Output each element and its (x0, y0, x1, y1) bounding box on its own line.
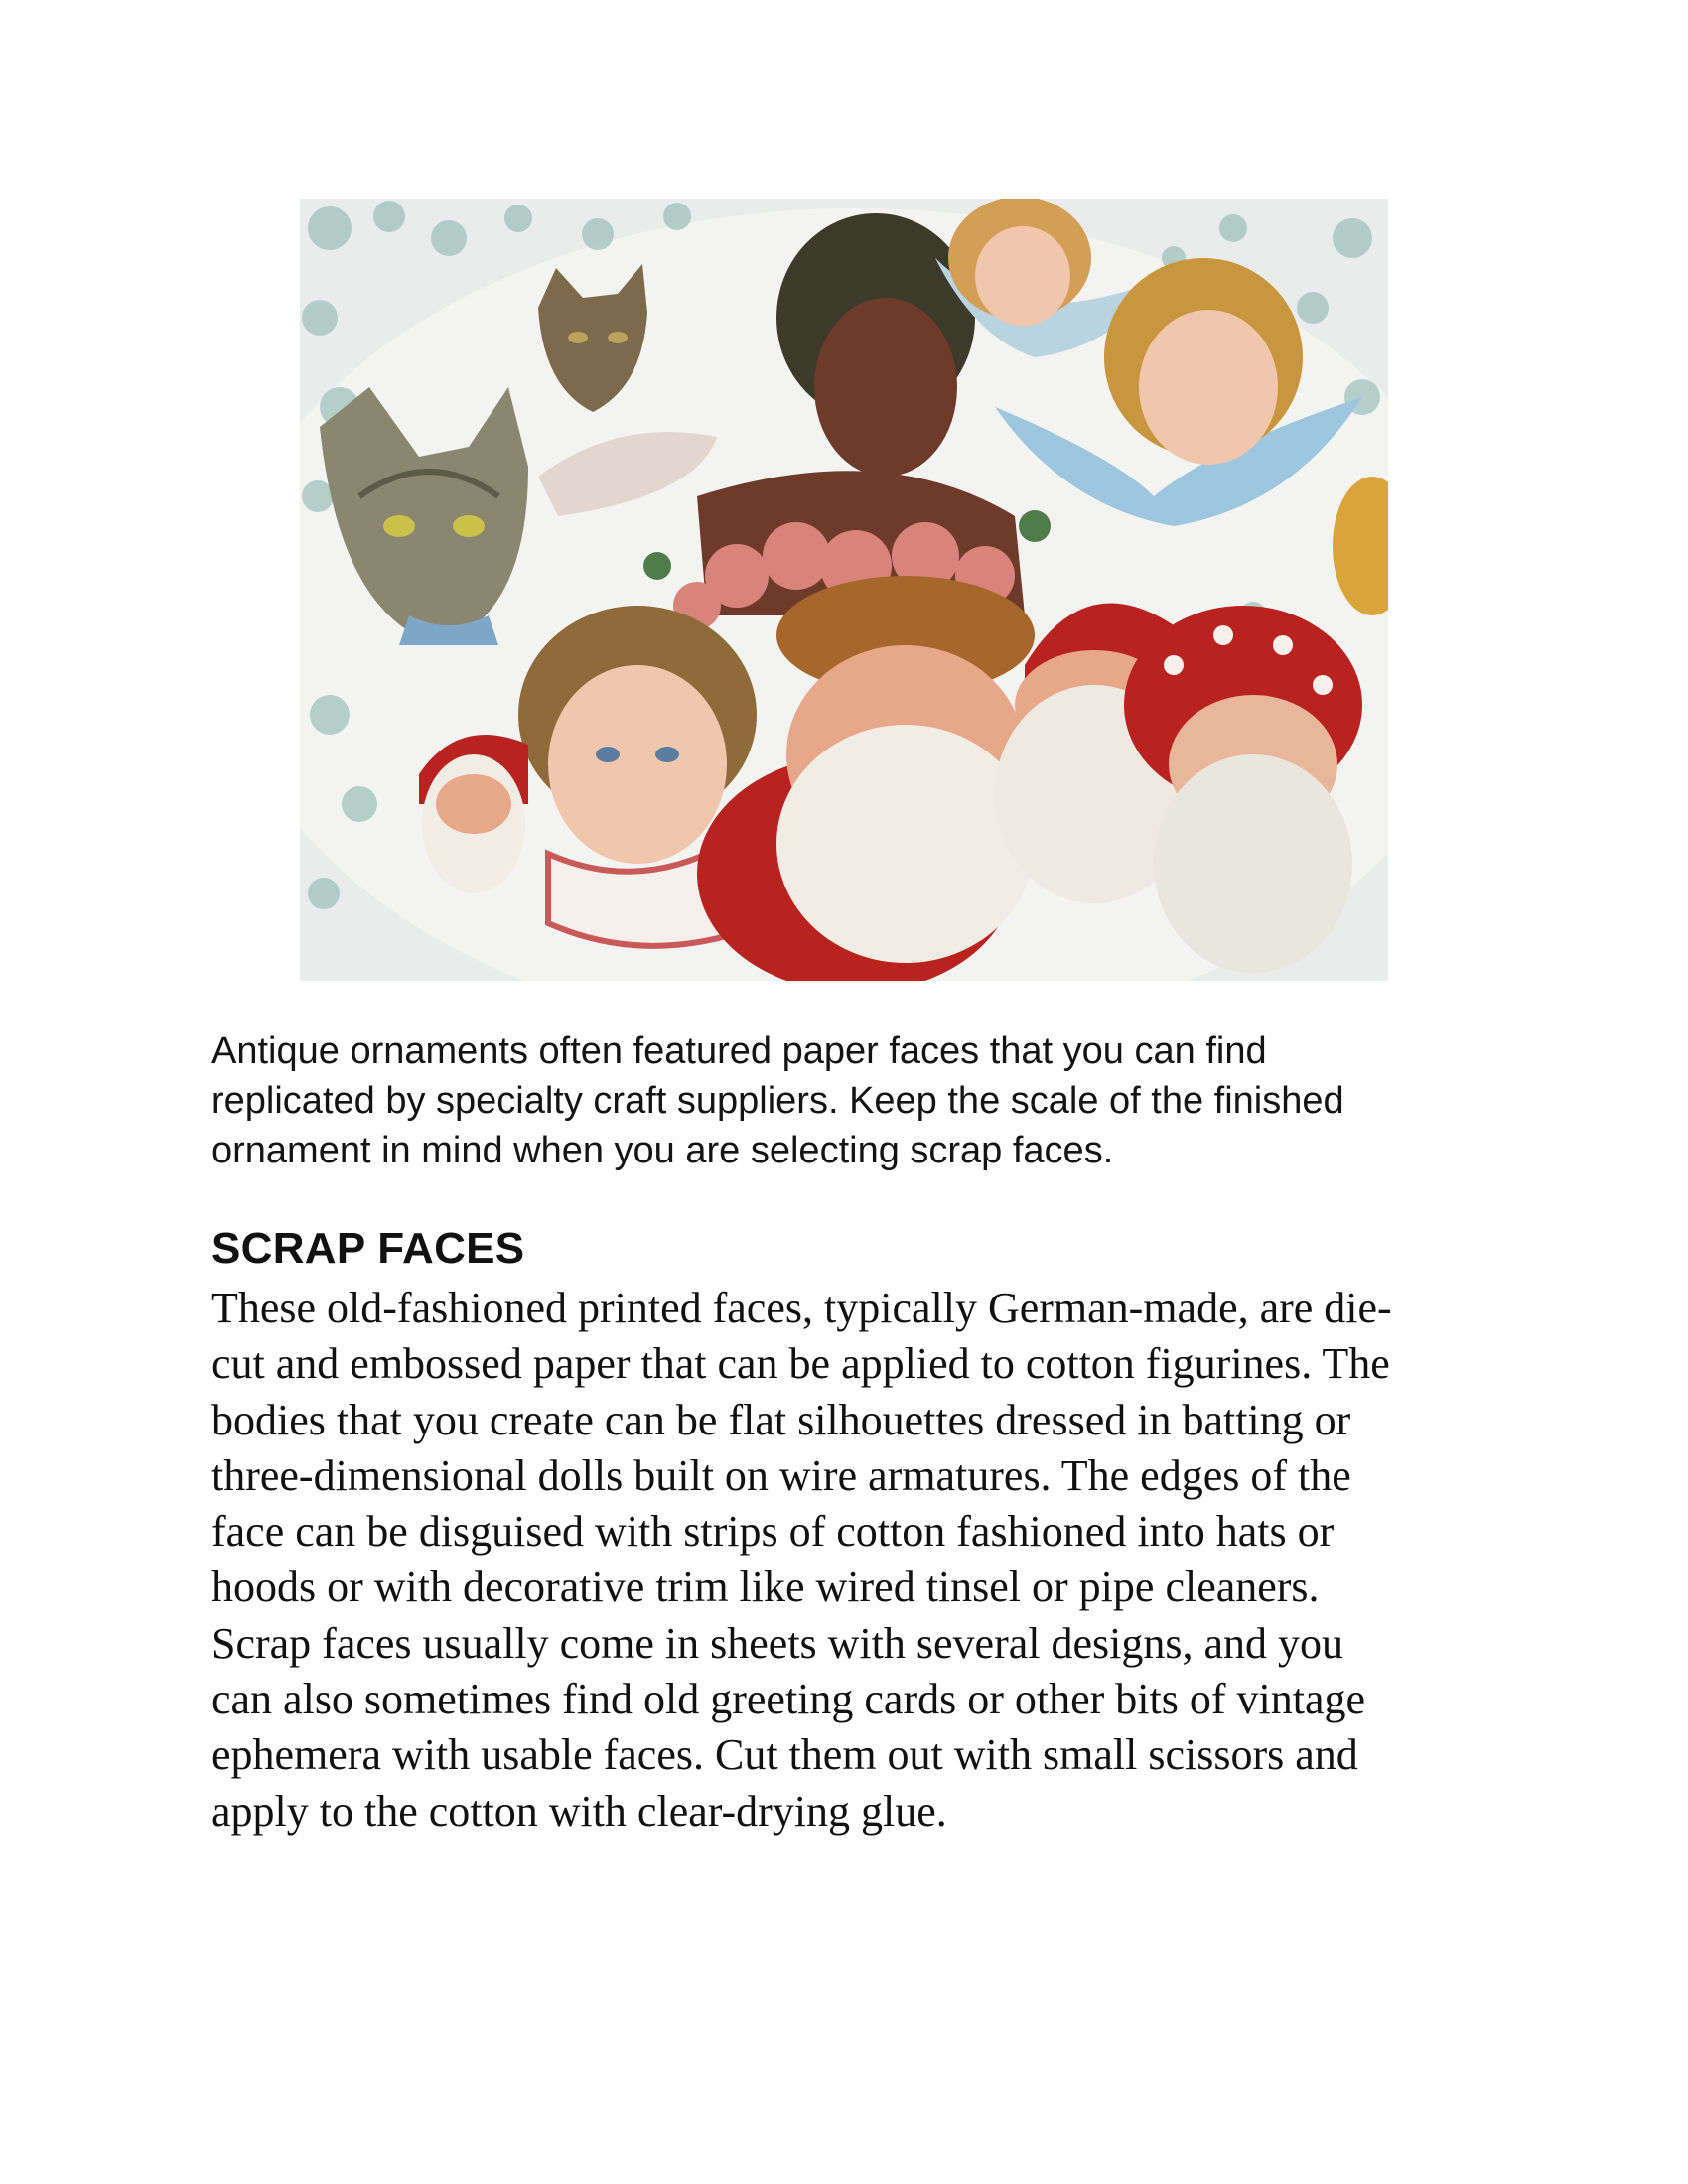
body-line: three-dimensional dolls built on wire armatures. The edges of the (211, 1450, 1351, 1500)
body-line: ephemera with usable faces. Cut them out with small scissors and (211, 1730, 1358, 1780)
body-line: apply to the cotton with clear-drying glue. (211, 1786, 947, 1836)
photo-caption (211, 1026, 1502, 1175)
body-line: bodies that you create can be flat silhouettes dressed in batting or (211, 1395, 1351, 1444)
body-line: cut and embossed paper that can be applied to cotton figurines. The (211, 1339, 1390, 1389)
section-heading: SCRAP FACES (211, 1224, 525, 1273)
photo-illustration (300, 199, 1388, 981)
body-line: Scrap faces usually come in sheets with several designs, and you (211, 1618, 1344, 1668)
caption-line: ornament in mind when you are selecting scrap faces. (211, 1130, 1114, 1171)
body-line: hoods or with decorative trim like wired tinsel or pipe cleaners. (211, 1563, 1320, 1612)
body-line: These old-fashioned printed faces, typically German-made, are die- (211, 1284, 1392, 1332)
body-line: face can be disguised with strips of cotton fashioned into hats or (211, 1507, 1335, 1557)
body-line: can also sometimes find old greeting cards or other bits of vintage (211, 1675, 1366, 1724)
section-body (211, 1281, 1522, 1840)
scrap-faces-photo (300, 199, 1388, 981)
caption-line: replicated by specialty craft suppliers. Keep the scale of the finished (211, 1080, 1344, 1122)
caption-line: Antique ornaments often featured paper faces that you can find (211, 1030, 1267, 1072)
